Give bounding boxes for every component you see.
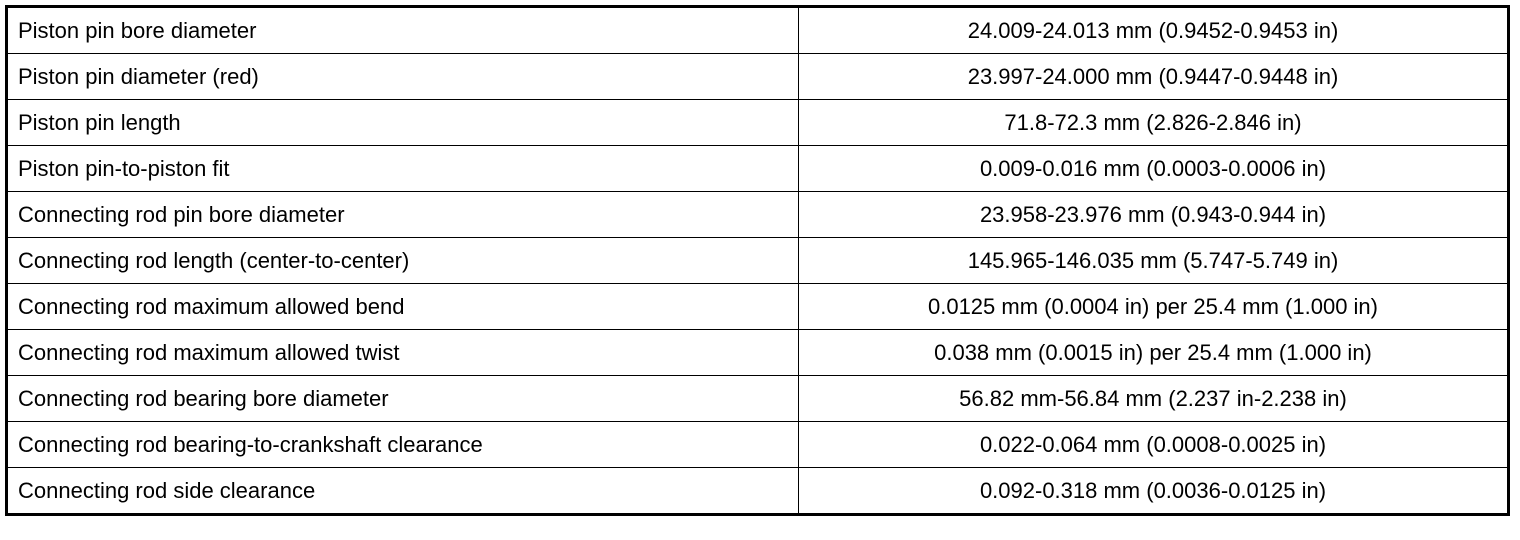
table-row xyxy=(7,376,1509,422)
table-row xyxy=(7,330,1509,376)
table-row xyxy=(7,238,1509,284)
spec-value: 0.0125 mm (0.0004 in) per 25.4 mm (1.000 in) xyxy=(799,284,1509,330)
spec-label: Piston pin bore diameter xyxy=(7,7,799,54)
spec-label: Connecting rod bearing-to-crankshaft clearance xyxy=(7,422,799,468)
table-row xyxy=(7,468,1509,515)
spec-value: 23.958-23.976 mm (0.943-0.944 in) xyxy=(799,192,1509,238)
spec-label: Connecting rod bearing bore diameter xyxy=(7,376,799,422)
table-row xyxy=(7,7,1509,54)
spec-value: 0.038 mm (0.0015 in) per 25.4 mm (1.000 in) xyxy=(799,330,1509,376)
table-row xyxy=(7,54,1509,100)
spec-label: Connecting rod maximum allowed bend xyxy=(7,284,799,330)
spec-label: Piston pin diameter (red) xyxy=(7,54,799,100)
table-row xyxy=(7,100,1509,146)
spec-value: 0.022-0.064 mm (0.0008-0.0025 in) xyxy=(799,422,1509,468)
table-row xyxy=(7,284,1509,330)
table-row xyxy=(7,422,1509,468)
spec-value: 23.997-24.000 mm (0.9447-0.9448 in) xyxy=(799,54,1509,100)
specification-table xyxy=(5,5,1510,516)
spec-label: Piston pin length xyxy=(7,100,799,146)
spec-label: Connecting rod maximum allowed twist xyxy=(7,330,799,376)
spec-label: Piston pin-to-piston fit xyxy=(7,146,799,192)
spec-label: Connecting rod length (center-to-center) xyxy=(7,238,799,284)
table-row xyxy=(7,192,1509,238)
spec-value: 0.009-0.016 mm (0.0003-0.0006 in) xyxy=(799,146,1509,192)
spec-value: 71.8-72.3 mm (2.826-2.846 in) xyxy=(799,100,1509,146)
spec-value: 145.965-146.035 mm (5.747-5.749 in) xyxy=(799,238,1509,284)
spec-value: 24.009-24.013 mm (0.9452-0.9453 in) xyxy=(799,7,1509,54)
spec-label: Connecting rod pin bore diameter xyxy=(7,192,799,238)
spec-label: Connecting rod side clearance xyxy=(7,468,799,515)
spec-value: 0.092-0.318 mm (0.0036-0.0125 in) xyxy=(799,468,1509,515)
table-row xyxy=(7,146,1509,192)
spec-value: 56.82 mm-56.84 mm (2.237 in-2.238 in) xyxy=(799,376,1509,422)
